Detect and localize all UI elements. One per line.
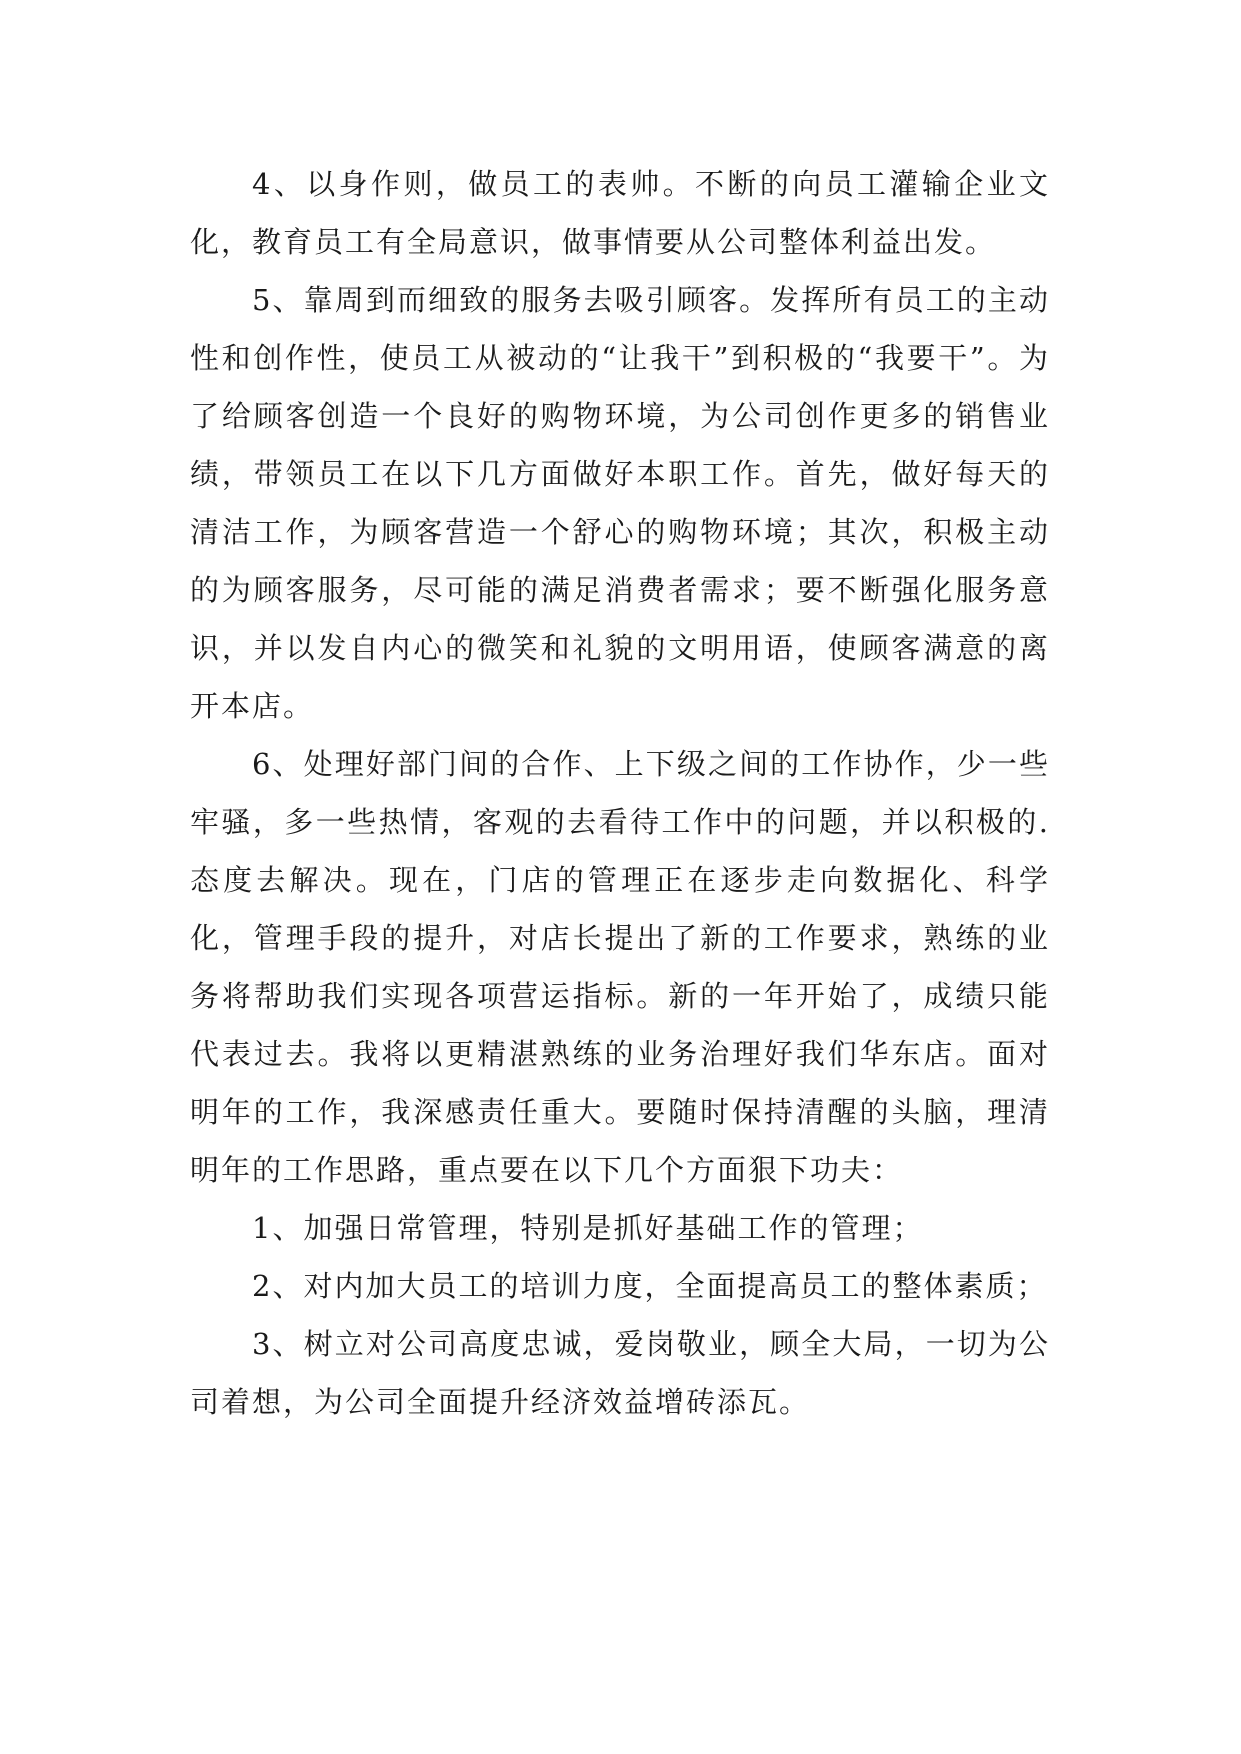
paragraph-focus-2: 2、对内加大员工的培训力度，全面提高员工的整体素质； bbox=[252, 1269, 1048, 1303]
document-body bbox=[190, 155, 1050, 1431]
paragraph-item-5: 5、靠周到而细致的服务去吸引顾客。发挥所有员工的主动性和创作性，使员工从被动的“让我干”到积极的“我要干”。为了给顾客创造一个良好的购物环境，为公司创作更多的销售业绩，带领员工在以下几方面做好本职工作。首先，做好每天的清洁工作，为顾客营造一个舒心的购物环境；其次，积极主动的为顾客服务，尽可能的满足消费者需求；要不断强化服务意识，并以发自内心的微笑和礼貌的文明用语，使顾客满意的离开本店。 bbox=[190, 283, 1050, 723]
paragraph-item-4: 4、以身作则，做员工的表帅。不断的向员工灌输企业文化，教育员工有全局意识，做事情要从公司整体利益出发。 bbox=[190, 167, 1050, 259]
paragraph-focus-1: 1、加强日常管理，特别是抓好基础工作的管理； bbox=[252, 1211, 924, 1245]
paragraph-item-6: 6、处理好部门间的合作、上下级之间的工作协作，少一些牢骚，多一些热情，客观的去看待工作中的问题，并以积极的.态度去解决。现在，门店的管理正在逐步走向数据化、科学化，管理手段的提升，对店长提出了新的工作要求，熟练的业务将帮助我们实现各项营运指标。新的一年开始了，成绩只能代表过去。我将以更精湛熟练的业务治理好我们华东店。面对明年的工作，我深感责任重大。要随时保持清醒的头脑，理清明年的工作思路，重点要在以下几个方面狠下功夫： bbox=[190, 747, 1050, 1187]
paragraph-focus-3: 3、树立对公司高度忠诚，爱岗敬业，顾全大局，一切为公司着想，为公司全面提升经济效益增砖添瓦。 bbox=[190, 1327, 1050, 1419]
